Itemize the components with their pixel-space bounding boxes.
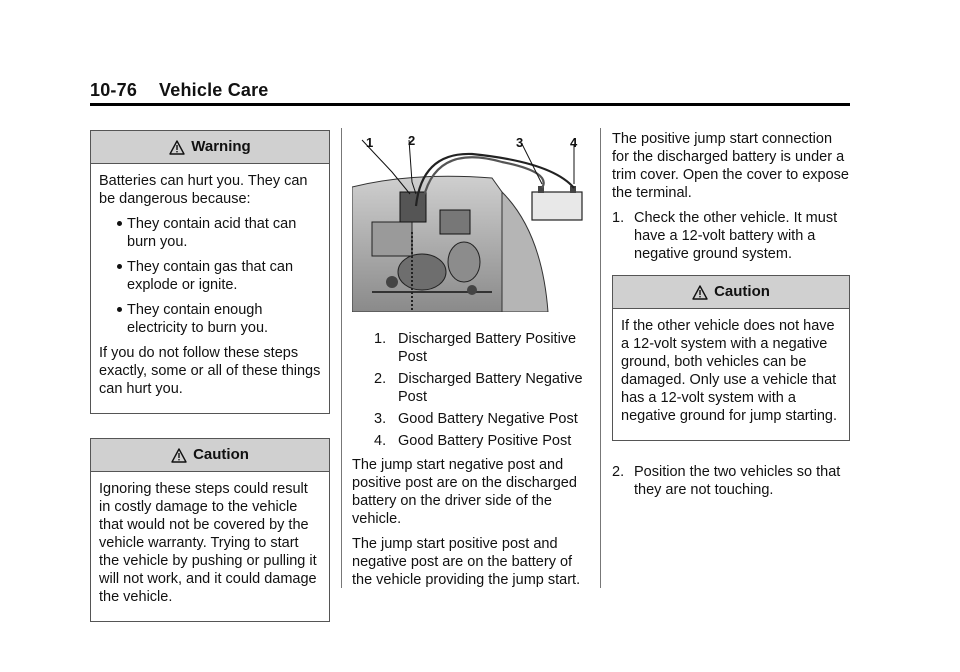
step-item: 2. Position the two vehicles so that they are not touching.: [612, 464, 841, 498]
caution-text-1: Ignoring these steps could result in costly damage to the vehicle that would not be covered by the vehicle warranty. Trying to start the vehicle by pushing or pulling it will not work, and it could damage the vehicle.: [99, 481, 317, 605]
section-title: Vehicle Care: [159, 80, 269, 100]
page-header: [90, 80, 269, 101]
figure-callout-1: 1: [366, 135, 374, 150]
steps-list-2: [612, 463, 852, 499]
right-intro: The positive jump start connection for the discharged battery is under a trim cover. Open the cover to expose the terminal.: [612, 131, 849, 201]
column-divider-right: [600, 128, 601, 588]
warning-bullet: They contain acid that can burn you.: [99, 215, 321, 251]
header-rule: [90, 103, 850, 106]
caution-box-1-header: [91, 439, 329, 472]
figure-callout-3: 3: [516, 135, 524, 150]
caution-box-2-header: [613, 276, 849, 309]
caution-triangle-icon: [692, 285, 708, 300]
figure-legend: [352, 330, 590, 450]
caution-triangle-icon: [171, 448, 187, 463]
warning-intro: Batteries can hurt you. They can be dangerous because:: [99, 173, 308, 207]
caution-box-2: [612, 275, 850, 441]
caution-box-1: [90, 438, 330, 622]
jump-start-figure: [352, 132, 588, 312]
legend-item: 1. Discharged Battery Positive Post: [374, 331, 577, 365]
middle-column: [352, 132, 590, 596]
legend-item: 4. Good Battery Positive Post: [374, 433, 572, 449]
step-item: 1. Check the other vehicle. It must have a 12-volt battery with a negative ground system.: [612, 210, 838, 262]
warning-box-body: [91, 164, 329, 413]
figure-callout-4: 4: [570, 135, 578, 150]
page-number: 10-76: [90, 80, 138, 100]
legend-item: 2. Discharged Battery Negative Post: [374, 371, 583, 405]
caution-title-2: Caution: [714, 283, 770, 300]
warning-box: [90, 130, 330, 414]
warning-triangle-icon: [169, 140, 185, 155]
legend-item: 3. Good Battery Negative Post: [374, 411, 578, 427]
caution-box-2-body: [613, 309, 849, 440]
right-column: [612, 130, 852, 505]
warning-box-header: [91, 131, 329, 164]
middle-paragraph: The jump start positive post and negative post are on the battery of the vehicle providing the jump start.: [352, 536, 581, 588]
warning-bullet: They contain enough electricity to burn you.: [99, 301, 321, 337]
figure-callout-2: 2: [408, 133, 416, 148]
left-column: [90, 130, 330, 622]
caution-box-1-body: [91, 472, 329, 621]
warning-bullets: [99, 215, 321, 337]
column-divider-left: [341, 128, 342, 588]
warning-title: Warning: [191, 138, 251, 155]
warning-bullet: They contain gas that can explode or ignite.: [99, 258, 321, 294]
middle-paragraph: The jump start negative post and positive post are on the discharged battery on the driver side of the vehicle.: [352, 457, 577, 527]
caution-title-1: Caution: [193, 446, 249, 463]
steps-list-1: [612, 209, 852, 263]
caution-text-2: If the other vehicle does not have a 12-volt system with a negative ground, both vehicles can be damaged. Only use a vehicle that has a 12-volt system with a negative ground for jump starting.: [621, 318, 838, 424]
engine-bay-illustration: [352, 132, 588, 312]
warning-outro: If you do not follow these steps exactly, some or all of these things can hurt you.: [99, 345, 321, 397]
